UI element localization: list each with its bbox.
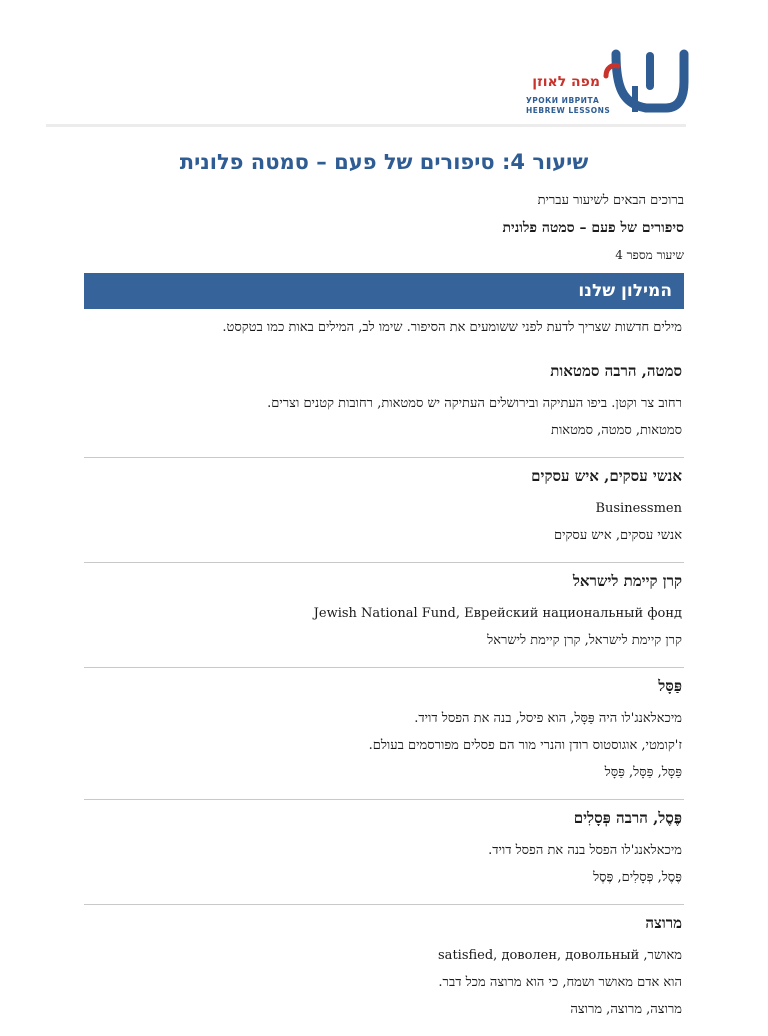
vocab-entry-head: פַּסָּל bbox=[658, 677, 682, 695]
welcome-text: ברוכים הבאים לשיעור עברית bbox=[537, 193, 684, 208]
vocab-entry-line: קרן קיימת לישראל, קרן קיימת לישראל bbox=[487, 633, 682, 648]
vocab-intro: מילים חדשות שצריך לדעת לפני ששומעים את הסיפור. שימו לב, המילים באות כמו בטקסט. bbox=[222, 320, 682, 335]
logo-mark-icon bbox=[602, 46, 692, 120]
vocab-entry-line: ז'קומטי, אוגוסטוס רודן והנרי מור הם פסלים מפורסמים בעולם. bbox=[368, 738, 682, 753]
vocab-entry-line: Jewish National Fund, Еврейский национальный фонд bbox=[313, 606, 682, 621]
vocab-entry bbox=[84, 563, 684, 668]
logo-subtitle-ru: УРОКИ ИВРИТА bbox=[526, 96, 600, 105]
vocab-entry-head: אנשי עסקים, איש עסקים bbox=[531, 467, 682, 485]
vocab-entry-head: פֶּסֶל, הרבה פְּסָלִים bbox=[573, 809, 682, 827]
header-divider bbox=[46, 124, 686, 127]
vocab-entry bbox=[84, 905, 684, 1036]
vocab-entry bbox=[84, 353, 684, 458]
vocab-entry-line: מיכאלאנג'לו הפסל בנה את הפסל דויד. bbox=[488, 843, 682, 858]
lesson-page bbox=[84, 150, 684, 1036]
vocab-entry-head: סמטה, הרבה סמטאות bbox=[550, 362, 682, 380]
vocab-entry-line: Businessmen bbox=[595, 501, 682, 516]
vocab-entry-line: מאושר, satisfied, доволен, довольный bbox=[438, 948, 682, 963]
vocab-entry-head: מרוצה bbox=[645, 914, 682, 932]
page-title: שיעור 4: סיפורים של פעם – סמטה פלונית bbox=[179, 150, 589, 174]
vocab-entry-line: מיכאלאנג'לו היה פַּסָּל, הוא פיסל, בנה את הפסל דויד. bbox=[414, 711, 682, 726]
logo bbox=[520, 46, 690, 120]
logo-subtitle-en: HEBREW LESSONS bbox=[526, 106, 611, 115]
intro-section bbox=[84, 192, 684, 264]
vocab-entry-line: פַּסָּל, פַּסָּל, פַּסָּל bbox=[604, 765, 682, 780]
vocab-entry-line: פֶּסֶל, פְּסָלִים, פֶּסֶל bbox=[593, 870, 682, 885]
vocab-entry bbox=[84, 800, 684, 905]
vocab-entry-line: רחוב צר וקטן. ביפו העתיקה ובירושלים העתיקה יש סמטאות, רחובות קטנים וצרים. bbox=[267, 396, 682, 411]
lesson-number: שיעור מספר 4 bbox=[615, 248, 684, 262]
vocab-entry bbox=[84, 458, 684, 563]
vocab-entry-line: סמטאות, סמטה, סמטאות bbox=[551, 423, 682, 438]
vocab-entry-line: הוא אדם מאושר ושמח, כי הוא מרוצה מכל דבר. bbox=[438, 975, 682, 990]
logo-brand: מפה לאוזן bbox=[532, 74, 600, 90]
lesson-subtitle: סיפורים של פעם – סמטה פלונית bbox=[502, 220, 684, 236]
vocab-entry-line: מרוצה, מרוצה, מרוצה bbox=[570, 1002, 682, 1017]
vocab-entry-line: אנשי עסקים, איש עסקים bbox=[553, 528, 682, 543]
vocab-banner: המילון שלנו bbox=[84, 273, 684, 309]
vocab-entry bbox=[84, 668, 684, 800]
vocab-entry-head: קרן קיימת לישראל bbox=[572, 572, 682, 590]
